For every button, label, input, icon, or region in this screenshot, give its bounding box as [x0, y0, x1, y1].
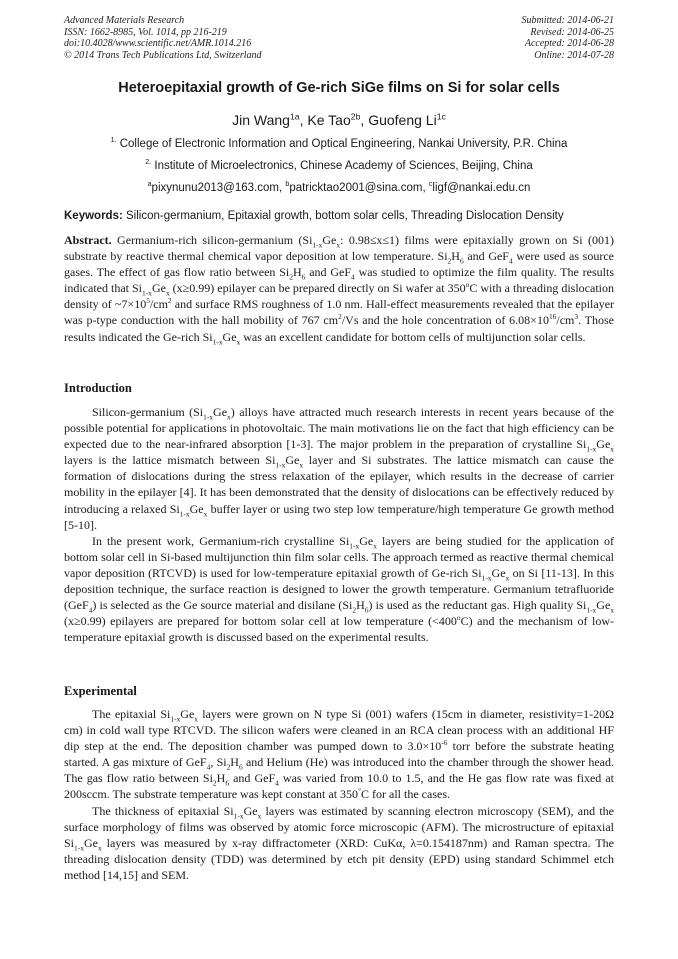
author-mark: 2b	[350, 111, 361, 122]
abstract	[64, 232, 614, 345]
author-list: Jin Wang$^{1a}$, Ke Tao$^{2b}$, Guofeng $Li^{1c}$	[232, 111, 446, 128]
affiliation-text: Institute of Microelectronics, Chinese Academy of Sciences, Beijing, China	[154, 160, 533, 172]
paper-title: Heteroepitaxial growth of Ge-rich SiGe films on Si for solar cells	[118, 80, 560, 96]
submitted-date: Submitted: 2014-06-21	[521, 15, 614, 26]
keywords	[64, 210, 616, 222]
author-mark: 1a	[289, 111, 300, 122]
accepted-date: Accepted: 2014-06-28	[524, 38, 614, 49]
paragraph: Silicon-germanium $(Si_{1-x}Ge_x)$ alloys have attracted much research interests in recent years because of the possible potential for applications in photovoltaic. The main motivations lie on the fact that high efficiency can be expected due to the near-infrared absorption [1-3]. The major problem in the preparation of crystalline $Si_{1-x}Ge_x$ layers is the lattice mismatch between $Si_{1-x}Ge_x$ layer and Si substrates. The lattice mismatch can cause the formation of dislocations during the stress relaxation of the epilayer, which results in the decrease of carrier mobility in the epilayer [4]. It has been demonstrated that the density of dislocations can be effectively reduced by introducing a relaxed $Si_{1-x}Ge_x$ buffer layer or using two step low temperature/high temperature Ge growth method [5-10].	[64, 405, 615, 532]
email-address[interactable]: pixynunu2013@163.com	[151, 182, 279, 194]
affiliation-1	[0, 138, 678, 150]
affiliation-text: College of Electronic Information and Optical Engineering, Nankai University, P.R. China	[119, 138, 568, 150]
journal-header-right	[522, 15, 615, 61]
author-mark: 1c	[436, 111, 446, 122]
journal-name: Advanced Materials Research	[64, 15, 185, 26]
copyright-line: © 2014 Trans Tech Publications Ltd, Switzerland	[64, 49, 262, 61]
doi-line: doi:10.4028/www.scientific.net/AMR.1014.216	[64, 38, 252, 49]
email-line: $^a$pixynunu2013@163.com, $^b$patricktao2001@sina.com, $^c$ligf@nankai.edu.cn	[147, 180, 531, 194]
affiliation-mark: 2.	[145, 158, 152, 167]
experimental-body	[64, 706, 614, 883]
author-name: Guofeng Li	[368, 112, 437, 128]
paragraph: In the present work, Germanium-rich crystalline $Si_{1-x}Ge_x$ layers are being studied for the application of bottom solar cell in Si-based multijunction thin film solar cells. The approach termed as reactive thermal chemical vapor deposition (RTCVD) is used for low-temperature epitaxial growth of Ge-rich $Si_{1-x}Ge_x$ on Si [11-13]. In this deposition technique, the surface reaction is designed to lower the growth temperature. Germanium tetrafluoride (GeF$_4$) is selected as the Ge source material and disilane $(Si_2H_6)$ is used as the reductant gas. High quality $Si_{1-x}Ge_x$ (x≥0.99) epilayers are prepared for bottom solar cell at low temperature $(<400^oC)$ and the mechanism of low-temperature epitaxial growth is discussed based on the experimental results.	[64, 533, 614, 645]
email-mark: a	[147, 180, 152, 189]
revised-date: Revised: 2014-06-25	[530, 26, 614, 38]
experimental-heading: Experimental	[64, 684, 137, 698]
introduction-heading: Introduction	[64, 381, 132, 395]
keywords-text: Silicon-germanium, Epitaxial growth, bottom solar cells, Threading Dislocation Density	[126, 210, 564, 222]
journal-header-left	[64, 15, 262, 61]
email-address[interactable]: patricktao2001@sina.com	[289, 182, 423, 194]
introduction-body	[64, 404, 614, 645]
issn-line: ISSN: 1662-8985, Vol. 1014, pp 216-219	[64, 26, 227, 38]
author-name: Jin Wang	[232, 112, 290, 128]
author-name: Ke Tao	[307, 112, 351, 128]
email-mark: c	[428, 180, 433, 189]
affiliation-mark: 1.	[110, 136, 117, 145]
email-mark: b	[285, 180, 290, 189]
email-address[interactable]: ligf@nankai.edu.cn	[432, 182, 531, 194]
affiliation-2	[0, 160, 678, 172]
online-date: Online: 2014-07-28	[534, 49, 614, 61]
keywords-label: Keywords:	[64, 210, 123, 222]
paragraph: The epitaxial $Si_{1-x}Ge_x$ layers were grown on N type Si (001) wafers (15cm in diameter, resistivity=1-20Ω cm) in cold wall type RTCVD. The silicon wafers were cleaned in an RCA clean process with an additional HF dip step at the end. The deposition chamber was pumped down to $3.0\times 10^{-6}$ torr before the substrate heating started. A gas mixture of GeF$_4$, $Si_2H_6$ and Helium (He) was introduced into the chamber through the shower head. The gas flow ratio between $Si_2H_6$ and GeF$_4$ was varied from 10.0 to 1.5, and the He gas flow rate was fixed at 200sccm. The substrate temperature was kept constant at 350°C for all the cases.	[64, 707, 614, 802]
abstract-text: Germanium-rich silicon-germanium ($Si_{1-x}Ge_x$: 0.98≤x≤1) films were epitaxially grown on Si (001) substrate by reactive thermal chemical vapor deposition at low temperature. $Si_2H_6$ and GeF$_4$ were used as source gases. The effect of gas flow ratio between $Si_2H_6$ and GeF$_4$ was studied to optimize the film quality. The results indicated that $Si_{1-x}Ge_x$ (x≥0.99) epilayer can be prepared directly on Si wafer at 350$^o$C with a threading dislocation density of $\sim 7\times 10^5/cm^2$ and surface RMS roughness of 1.0 nm. Hall-effect measurements revealed that the epilayer was p-type conduction with the hall mobility of 767 $cm^2/Vs$ and the hole concentration of $6.08\times 10^{16}/cm^3$. Those results indicated the Ge-rich $Si_{1-x}Ge_x$ was an excellent candidate for bottom cells of multijunction solar cells.	[64, 233, 615, 346]
abstract-label: Abstract.	[64, 233, 112, 247]
paragraph: The thickness of epitaxial $Si_{1-x}Ge_x$ layers was estimated by scanning electron microscopy (SEM), and the surface morphology of films was observed by atomic force microscopic (AFM). The microstructure of epitaxial $Si_{1-x}Ge_x$ layers was measured by x-ray diffractometer (XRD: CuKα, λ=0.154187nm) and Raman spectra. The threading dislocation density (TDD) was determined by etch pit density (EPD) using standard Schimmel etch method [14,15] and SEM.	[64, 803, 614, 882]
